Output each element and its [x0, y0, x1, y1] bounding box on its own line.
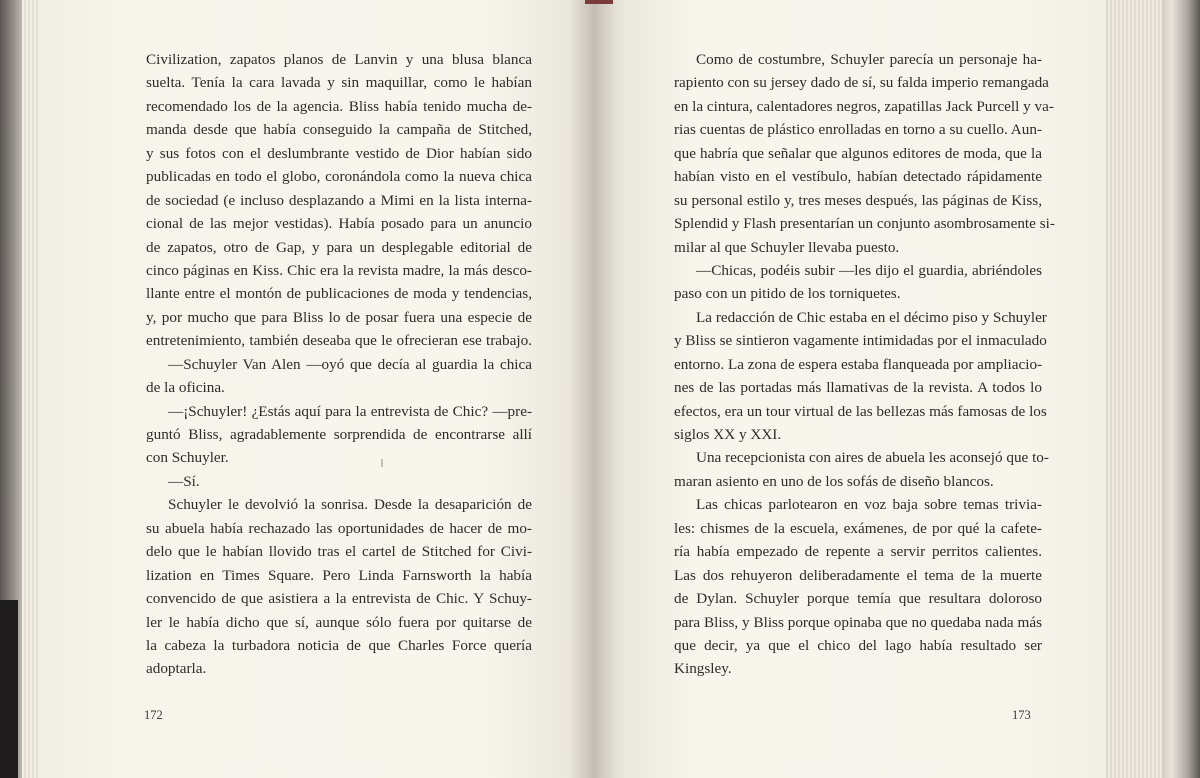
text-line: Civilization, zapatos planos de Lanvin y una blusa blanca: [146, 51, 532, 68]
text-line: suelta. Tenía la cara lavada y sin maquillar, como le habían: [146, 74, 532, 92]
text-line: y Bliss se sintieron vagamente intimidadas por el inmaculado: [674, 332, 1047, 350]
text-line: habían visto en el vestíbulo, habían detectado rápidamente: [674, 168, 1042, 186]
text-line: Kingsley.: [674, 660, 732, 678]
text-line: Como de costumbre, Schuyler parecía un personaje ha-: [696, 51, 1042, 68]
text-line: llante entre el montón de publicaciones de moda y tendencias,: [146, 285, 532, 303]
text-line: recomendado los de la agencia. Bliss había tenido mucha de-: [146, 97, 532, 115]
right-page-number: 173: [1012, 708, 1031, 722]
text-line: paso con un pitido de los torniquetes.: [674, 285, 901, 303]
text-line: que habría que señalar que algunos editores de moda, que la: [674, 144, 1042, 162]
text-line: publicadas en todo el globo, coronándola como la nueva chica: [146, 168, 532, 186]
scan-background-dark-corner: [0, 600, 18, 778]
text-line: siglos XX y XXI.: [674, 426, 782, 443]
text-line: ría había empezado de repente a servir perritos calientes.: [674, 543, 1042, 561]
left-page-number: 172: [144, 708, 163, 722]
right-page: [594, 0, 1106, 778]
text-line: rapiento con su jersey dado de sí, su falda imperio remangada: [674, 74, 1049, 92]
text-line: de la oficina.: [146, 379, 225, 397]
text-line: nes de las portadas más llamativas de la revista. A todos lo: [674, 379, 1042, 397]
text-line: en la cintura, calentadores negros, zapatillas Jack Purcell y va-: [674, 97, 1054, 115]
text-line: La redacción de Chic estaba en el décimo piso y Schuyler: [696, 308, 1047, 326]
text-line: Schuyler le devolvió la sonrisa. Desde la desaparición de: [168, 496, 532, 514]
paper-fleck: [381, 459, 383, 467]
text-line: la cabeza la turbadora noticia de que Charles Force quería: [146, 636, 532, 654]
text-line: de sociedad (e incluso desplazando a Mimi en la lista interna-: [146, 191, 532, 209]
text-line: lization en Times Square. Pero Linda Farnsworth la había: [146, 566, 532, 584]
text-line: Las chicas parlotearon en voz baja sobre temas trivia-: [696, 496, 1042, 514]
text-line: maran asiento en uno de los sofás de diseño blancos.: [674, 472, 994, 490]
text-line: para Bliss, y Bliss porque opinaba que no quedaba nada más: [674, 613, 1042, 631]
text-line: Las dos rehuyeron deliberadamente el tema de la muerte: [674, 566, 1042, 584]
text-line: cinco páginas en Kiss. Chic era la revista madre, la más desco-: [146, 261, 532, 279]
text-line: rias cuentas de plástico enrolladas en torno a su cuello. Aun-: [674, 121, 1042, 139]
text-line: milar al que Schuyler llevaba puesto.: [674, 238, 900, 256]
text-line: su personal estilo y, tres meses después, las páginas de Kiss,: [674, 191, 1042, 209]
book-page-edges-right: [1100, 0, 1162, 778]
text-line: —¡Schuyler! ¿Estás aquí para la entrevista de Chic? —pre-: [168, 402, 532, 420]
left-page-body: [146, 48, 532, 681]
text-line: Splendid y Flash presentarían un conjunto asombrosamente si-: [674, 215, 1055, 233]
text-line: Una recepcionista con aires de abuela les aconsejó que to-: [696, 449, 1049, 467]
text-line: cional de las mejor vestidas). Había posado para un anuncio: [146, 215, 532, 233]
text-line: que decir, ya que el chico del lago había resultado ser: [674, 636, 1042, 654]
text-line: entorno. La zona de espera estaba flanqueada por ampliacio-: [674, 355, 1043, 373]
text-line: delo que le habían llovido tras el cartel de Stitched for Civi-: [146, 543, 532, 561]
text-line: y, por mucho que para Bliss lo de posar fuera una especie de: [146, 308, 532, 326]
text-line: su abuela había rechazado las oportunidades de hacer de mo-: [146, 519, 532, 537]
bookmark-ribbon: [585, 0, 613, 4]
text-line: efectos, era un tour virtual de las bellezas más famosas de los: [674, 402, 1047, 420]
text-line: guntó Bliss, agradablemente sorprendida de encontrarse allí: [146, 426, 532, 443]
right-page-body: [674, 48, 1055, 681]
text-line: —Chicas, podéis subir —les dijo el guardia, abriéndoles: [696, 261, 1042, 279]
scan-background-right: [1160, 0, 1200, 778]
text-line: entretenimiento, también deseaba que le ofrecieran ese trabajo.: [146, 332, 532, 350]
text-line: adoptarla.: [146, 660, 207, 678]
text-line: les: chismes de la escuela, exámenes, de por qué la cafete-: [674, 519, 1042, 537]
text-line: convencido de que asistiera a la entrevista de Chic. Y Schuy-: [146, 590, 532, 608]
text-line: ler le había dicho que sí, aunque sólo fuera por quitarse de: [146, 613, 532, 631]
text-line: de zapatos, otro de Gap, y para un desplegable editorial de: [146, 238, 532, 256]
text-line: —Sí.: [168, 472, 200, 490]
text-line: y sus fotos con el deslumbrante vestido de Dior habían sido: [146, 144, 532, 162]
text-line: —Schuyler Van Alen —oyó que decía al guardia la chica: [168, 355, 532, 373]
left-page: [38, 0, 594, 778]
text-line: con Schuyler.: [146, 449, 229, 467]
text-line: manda desde que había conseguido la campaña de Stitched,: [146, 121, 532, 139]
text-line: de Dylan. Schuyler porque temía que resultara doloroso: [674, 590, 1042, 608]
